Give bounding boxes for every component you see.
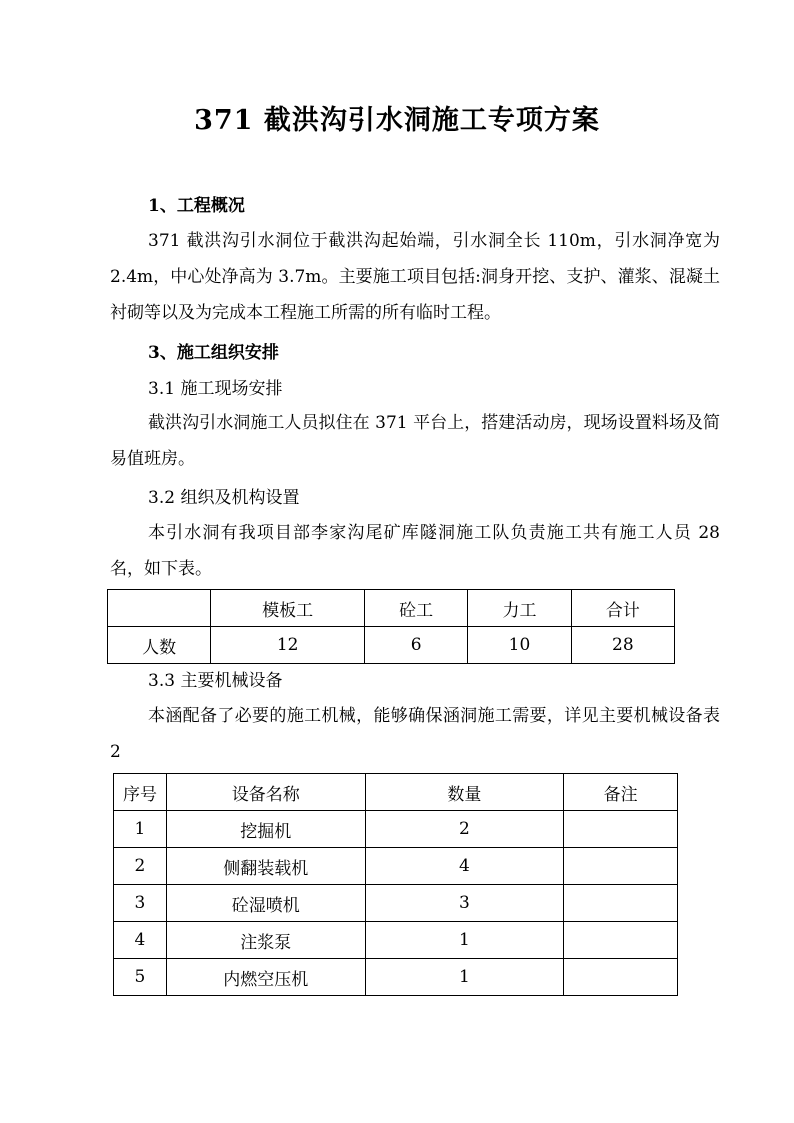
section-3-heading: 3、施工组织安排 <box>148 343 279 363</box>
staff-cell: 12 <box>211 627 365 664</box>
subsection-3-2-paragraph: 本引水洞有我项目部李家沟尾矿库隧洞施工队负责施工共有施工人员 28 名，如下表。 <box>110 523 720 579</box>
staff-cell: 人数 <box>108 627 211 664</box>
equipment-cell: 侧翻装载机 <box>166 848 365 885</box>
staff-header-cell <box>108 590 211 627</box>
equipment-cell: 1 <box>365 922 564 959</box>
equipment-cell: 2 <box>114 848 167 885</box>
staff-header-cell: 模板工 <box>211 590 365 627</box>
table-row <box>114 811 678 848</box>
table-row <box>114 885 678 922</box>
table-row <box>114 848 678 885</box>
equipment-cell <box>564 885 678 922</box>
equipment-cell: 挖掘机 <box>166 811 365 848</box>
equipment-cell: 内燃空压机 <box>166 959 365 996</box>
subsection-3-3-heading: 3.3 主要机械设备 <box>148 671 283 691</box>
equipment-cell: 砼湿喷机 <box>166 885 365 922</box>
equipment-cell <box>564 811 678 848</box>
equipment-header-cell: 数量 <box>365 774 564 811</box>
staff-cell: 6 <box>364 627 467 664</box>
staff-table-header-row <box>108 590 675 627</box>
subsection-3-1-heading: 3.1 施工现场安排 <box>148 379 283 399</box>
equipment-cell <box>564 959 678 996</box>
equipment-cell: 3 <box>114 885 167 922</box>
equipment-header-cell: 备注 <box>564 774 678 811</box>
staff-header-cell: 力工 <box>468 590 571 627</box>
subsection-3-1-paragraph: 截洪沟引水洞施工人员拟住在 371 平台上，搭建活动房，现场设置料场及简易值班房。 <box>110 413 720 469</box>
equipment-header-cell: 设备名称 <box>166 774 365 811</box>
table-row <box>114 922 678 959</box>
equipment-cell: 注浆泵 <box>166 922 365 959</box>
equipment-table <box>113 773 678 996</box>
equipment-cell: 1 <box>365 959 564 996</box>
equipment-cell: 3 <box>365 885 564 922</box>
equipment-cell: 1 <box>114 811 167 848</box>
equipment-header-cell: 序号 <box>114 774 167 811</box>
equipment-cell: 2 <box>365 811 564 848</box>
section-1-heading: 1、工程概况 <box>148 196 245 216</box>
staff-table-row <box>108 627 675 664</box>
equipment-cell: 5 <box>114 959 167 996</box>
equipment-cell: 4 <box>114 922 167 959</box>
staff-header-cell: 合计 <box>571 590 674 627</box>
subsection-3-3-paragraph: 本涵配备了必要的施工机械，能够确保涵洞施工需要，详见主要机械设备表 2 <box>110 706 720 762</box>
staff-table <box>107 589 675 664</box>
equipment-cell <box>564 848 678 885</box>
equipment-cell: 4 <box>365 848 564 885</box>
staff-cell: 10 <box>468 627 571 664</box>
page-title: 371 截洪沟引水洞施工专项方案 <box>194 105 600 136</box>
staff-header-cell: 砼工 <box>364 590 467 627</box>
subsection-3-2-heading: 3.2 组织及机构设置 <box>148 488 300 508</box>
equipment-table-header-row <box>114 774 678 811</box>
equipment-cell <box>564 922 678 959</box>
table-row <box>114 959 678 996</box>
staff-cell: 28 <box>571 627 674 664</box>
section-1-paragraph: 371 截洪沟引水洞位于截洪沟起始端，引水洞全长 110m，引水洞净宽为 2.4m，中心处净高为 3.7m。主要施工项目包括:洞身开挖、支护、灌浆、混凝土衬砌等以及为完成本工程施工所需的所有临时工程。 <box>110 231 720 323</box>
